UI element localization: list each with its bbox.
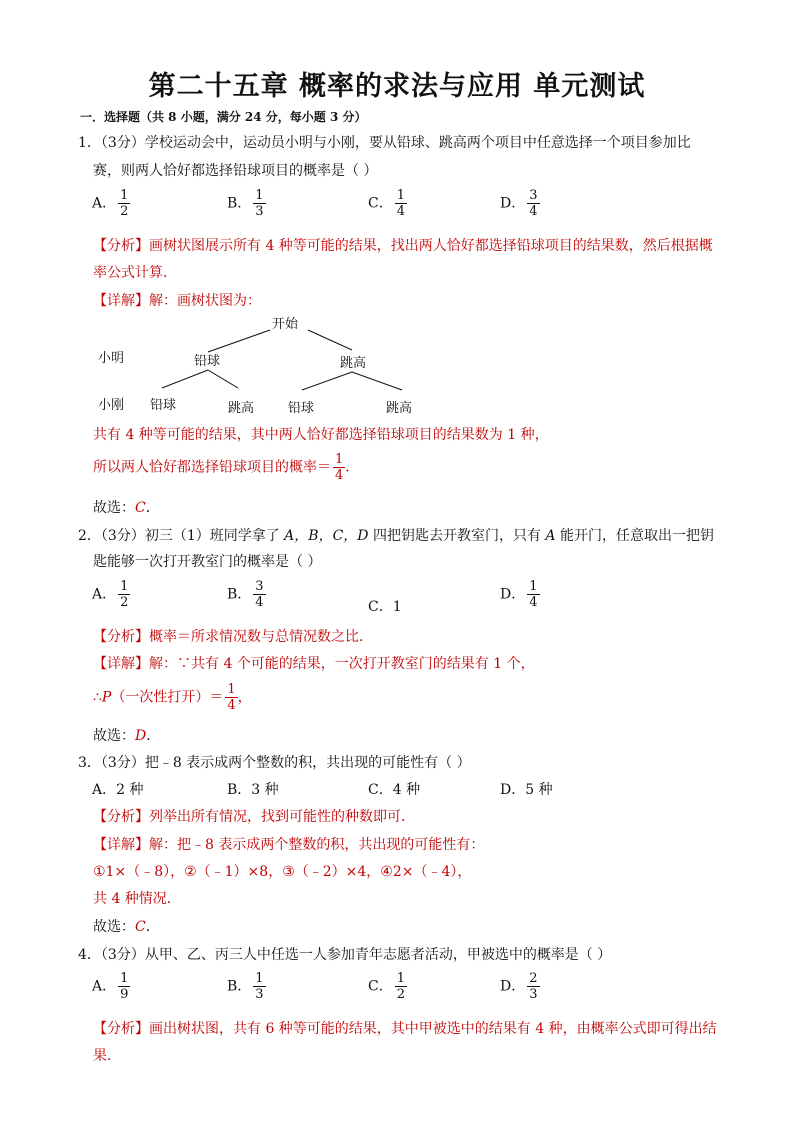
q2-option-a: A． $\frac{1}{2}$ [92,579,129,610]
tree-root: 开始 [272,317,299,332]
q2-detail-line1: 【详解】解：∵共有 4 个可能的结果，一次打开教室门的结果有 1 个， [93,656,535,672]
q2-option-c: C．1 [368,599,402,615]
q3-option-b: B．3 种 [227,782,279,798]
q1-detail-line2: 共有 4 种等可能的结果，其中两人恰好都选择铅球项目的结果数为 1 种， [93,427,549,443]
section-heading: 一．选择题（共 8 小题，满分 24 分，每小题 3 分） [80,110,367,124]
tree-row-label-xiaoming: 小明 [98,351,125,366]
q1-option-d: D． $\frac{3}{4}$ [500,188,538,219]
q1-answer: 故选：C． [93,500,160,516]
tree-node-l2-1: 铅球 [150,398,177,413]
q1-analysis-line2: 率公式计算． [93,265,177,281]
q3-detail-line2: ①1×（﹣8），②（﹣1）×8，③（﹣2）×4，④2×（﹣4）， [93,864,472,880]
q1-stem-line1: 1．（3分）学校运动会中，运动员小明与小刚，要从铅球、跳高两个项目中任意选择一个项目参加比 [78,135,691,151]
q1-stem-line2: 赛，则两人恰好都选择铅球项目的概率是（ ） [93,163,378,179]
q3-stem: 3．（3分）把﹣8 表示成两个整数的积，共出现的可能性有（ ） [78,755,471,771]
q2-answer: 故选：D． [93,728,161,744]
q3-detail-line1: 【详解】解：把﹣8 表示成两个整数的积，共出现的可能性有： [93,837,485,853]
q1-detail-line3: 所以两人恰好都选择铅球项目的概率＝ $\frac{1}{4}$ ． [93,452,360,483]
q1-option-b: B． $\frac{1}{3}$ [227,188,264,219]
q1-option-c: C． $\frac{1}{4}$ [368,188,405,219]
q4-analysis-line1: 【分析】画出树状图，共有 6 种等可能的结果，其中甲被选中的结果有 4 种，由概率公式即可得出结 [93,1021,717,1037]
q2-analysis-line1: 【分析】概率＝所求情况数与总情况数之比． [93,629,373,645]
q1-option-a: A． $\frac{1}{2}$ [92,188,129,219]
q4-option-c: C． $\frac{1}{2}$ [368,971,405,1002]
tree-diagram [90,310,430,420]
tree-node-l2-4: 跳高 [386,401,413,416]
tree-node-l1-1: 铅球 [194,354,221,369]
q4-option-d: D． $\frac{2}{3}$ [500,971,538,1002]
q4-option-a: A． $\frac{1}{9}$ [92,971,129,1002]
q2-stem-line1: 2．（3分）初三（1）班同学拿了 A，B，C，D 四把钥匙去开教室门，只有 A 能开门，任意取出一把钥 [78,528,714,544]
q4-analysis-line2: 果． [93,1048,121,1064]
q3-analysis-line1: 【分析】列举出所有情况，找到可能性的种数即可． [93,809,415,825]
q4-stem: 4．（3分）从甲、乙、丙三人中任选一人参加青年志愿者活动，甲被选中的概率是（ ） [78,947,612,963]
page-title: 第二十五章 概率的求法与应用 单元测试 [148,71,646,102]
q2-option-d: D． $\frac{1}{4}$ [500,579,538,610]
tree-row-label-xiaogang: 小刚 [98,398,125,413]
q2-option-b: B． $\frac{3}{4}$ [227,579,264,610]
tree-node-l1-2: 跳高 [340,356,367,371]
q1-detail-line1: 【详解】解：画树状图为： [93,293,261,309]
q3-answer: 故选：C． [93,919,160,935]
tree-node-l2-3: 铅球 [288,401,315,416]
q3-option-d: D．5 种 [500,782,553,798]
q2-stem-line2: 匙能够一次打开教室门的概率是（ ） [93,554,322,570]
q4-option-b: B． $\frac{1}{3}$ [227,971,264,1002]
q3-option-c: C．4 种 [368,782,421,798]
q2-detail-line2: ∴P（一次性打开）＝ $\frac{1}{4}$ ， [93,682,252,713]
q3-detail-line3: 共 4 种情况． [93,891,181,907]
tree-node-l2-2: 跳高 [228,401,255,416]
tree-lines [90,310,430,420]
q1-analysis-line1: 【分析】画树状图展示所有 4 种等可能的结果，找出两人恰好都选择铅球项目的结果数，然后根据概 [93,238,713,254]
q3-option-a: A．2 种 [92,782,144,798]
